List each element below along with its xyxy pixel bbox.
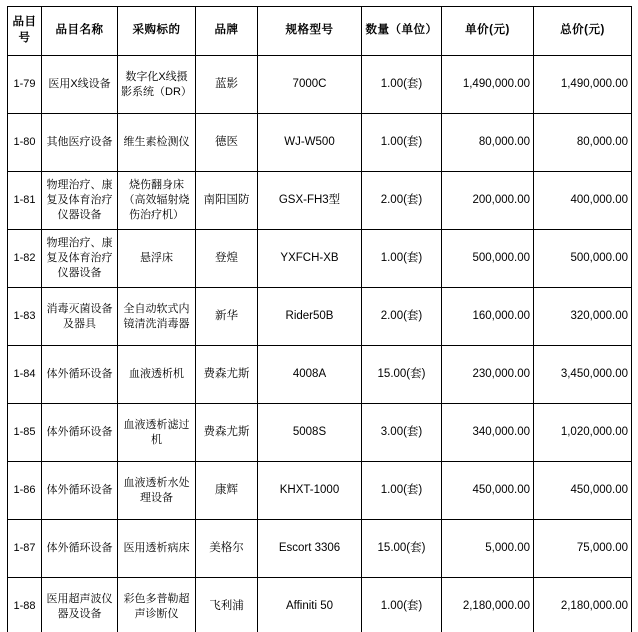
cell-index: 1-85 [8,404,42,462]
cell-target: 悬浮床 [118,230,196,288]
cell-unit-price: 500,000.00 [442,230,534,288]
table-body [8,56,632,632]
cell-model: 5008S [258,404,362,462]
cell-model: KHXT-1000 [258,462,362,520]
table-row [8,56,632,114]
table-row [8,462,632,520]
cell-index: 1-79 [8,56,42,114]
cell-target: 维生素检测仪 [118,114,196,172]
cell-total-price: 80,000.00 [534,114,632,172]
column-header-brand: 品牌 [196,7,258,56]
cell-total-price: 3,450,000.00 [534,346,632,404]
cell-unit-price: 340,000.00 [442,404,534,462]
cell-quantity: 1.00(套) [362,114,442,172]
cell-target: 数字化X线摄影系统（DR） [118,56,196,114]
cell-model: WJ-W500 [258,114,362,172]
cell-target: 血液透析水处理设备 [118,462,196,520]
cell-name: 物理治疗、康复及体育治疗仪器设备 [42,172,118,230]
column-header-name: 品目名称 [42,7,118,56]
table-row [8,114,632,172]
cell-quantity: 1.00(套) [362,56,442,114]
cell-name: 体外循环设备 [42,346,118,404]
cell-brand: 蓝影 [196,56,258,114]
cell-total-price: 1,490,000.00 [534,56,632,114]
cell-name: 医用超声波仪器及设备 [42,578,118,632]
cell-quantity: 2.00(套) [362,172,442,230]
cell-name: 体外循环设备 [42,520,118,578]
cell-unit-price: 230,000.00 [442,346,534,404]
cell-brand: 美格尔 [196,520,258,578]
header-row [8,7,632,56]
cell-unit-price: 160,000.00 [442,288,534,346]
table-row [8,288,632,346]
column-header-model: 规格型号 [258,7,362,56]
cell-index: 1-81 [8,172,42,230]
cell-target: 血液透析机 [118,346,196,404]
cell-brand: 费森尤斯 [196,404,258,462]
column-header-unit-price: 单价(元) [442,7,534,56]
cell-model: Escort 3306 [258,520,362,578]
cell-total-price: 75,000.00 [534,520,632,578]
table-row [8,346,632,404]
cell-unit-price: 200,000.00 [442,172,534,230]
cell-quantity: 1.00(套) [362,462,442,520]
cell-target: 彩色多普勒超声诊断仪 [118,578,196,632]
cell-unit-price: 80,000.00 [442,114,534,172]
cell-target: 烧伤翻身床（高效辐射烧伤治疗机） [118,172,196,230]
cell-quantity: 15.00(套) [362,520,442,578]
cell-model: Affiniti 50 [258,578,362,632]
cell-brand: 德医 [196,114,258,172]
cell-name: 医用X线设备 [42,56,118,114]
column-header-total-price: 总价(元) [534,7,632,56]
cell-quantity: 2.00(套) [362,288,442,346]
cell-model: Rider50B [258,288,362,346]
cell-brand: 南阳国防 [196,172,258,230]
cell-name: 体外循环设备 [42,404,118,462]
column-header-index: 品目号 [8,7,42,56]
cell-index: 1-86 [8,462,42,520]
cell-index: 1-82 [8,230,42,288]
cell-quantity: 15.00(套) [362,346,442,404]
cell-target: 医用透析病床 [118,520,196,578]
table-row [8,230,632,288]
cell-model: 7000C [258,56,362,114]
cell-unit-price: 2,180,000.00 [442,578,534,632]
cell-brand: 飞利浦 [196,578,258,632]
cell-model: GSX-FH3型 [258,172,362,230]
cell-brand: 登煌 [196,230,258,288]
cell-quantity: 3.00(套) [362,404,442,462]
cell-quantity: 1.00(套) [362,230,442,288]
cell-total-price: 500,000.00 [534,230,632,288]
cell-target: 血液透析滤过机 [118,404,196,462]
table-row [8,404,632,462]
cell-total-price: 320,000.00 [534,288,632,346]
cell-total-price: 450,000.00 [534,462,632,520]
cell-total-price: 1,020,000.00 [534,404,632,462]
cell-brand: 康辉 [196,462,258,520]
cell-brand: 费森尤斯 [196,346,258,404]
cell-model: YXFCH-XB [258,230,362,288]
cell-index: 1-84 [8,346,42,404]
cell-index: 1-87 [8,520,42,578]
cell-name: 体外循环设备 [42,462,118,520]
cell-target: 全自动软式内镜清洗消毒器 [118,288,196,346]
cell-index: 1-83 [8,288,42,346]
cell-unit-price: 1,490,000.00 [442,56,534,114]
cell-unit-price: 5,000.00 [442,520,534,578]
cell-name: 消毒灭菌设备及器具 [42,288,118,346]
column-header-target: 采购标的 [118,7,196,56]
table-row [8,520,632,578]
column-header-quantity: 数量（单位） [362,7,442,56]
cell-index: 1-88 [8,578,42,632]
cell-model: 4008A [258,346,362,404]
cell-unit-price: 450,000.00 [442,462,534,520]
cell-name: 其他医疗设备 [42,114,118,172]
table-row [8,172,632,230]
cell-quantity: 1.00(套) [362,578,442,632]
cell-total-price: 2,180,000.00 [534,578,632,632]
table-row [8,578,632,632]
table-header [8,7,632,56]
cell-brand: 新华 [196,288,258,346]
cell-total-price: 400,000.00 [534,172,632,230]
cell-index: 1-80 [8,114,42,172]
cell-name: 物理治疗、康复及体育治疗仪器设备 [42,230,118,288]
procurement-table [7,6,632,632]
